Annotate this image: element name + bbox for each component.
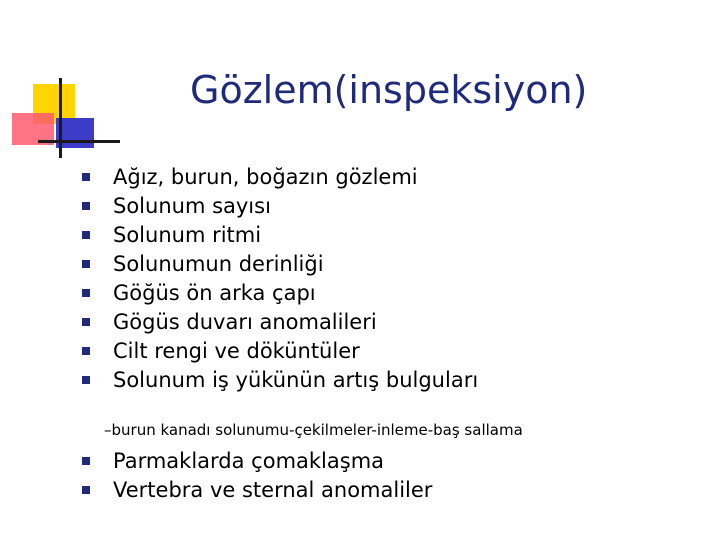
bullet-list (82, 162, 702, 394)
bullet-text: Cilt rengi ve döküntüler (113, 338, 360, 363)
list-item (82, 336, 702, 365)
bullet-square-icon (82, 376, 90, 384)
bullet-text: Ağız, burun, boğazın gözlemi (113, 164, 418, 189)
bullet-square-icon (82, 486, 90, 494)
bullet-square-icon (82, 173, 90, 181)
bullet-square-icon (82, 202, 90, 210)
bullet-list-secondary (82, 446, 702, 504)
sub-note: –burun kanadı solunumu-çekilmeler-inleme-baş sallama (104, 421, 523, 439)
bullet-square-icon (82, 318, 90, 326)
list-item (82, 446, 702, 475)
bullet-text: Gögüs duvarı anomalileri (113, 309, 377, 334)
bullet-square-icon (82, 457, 90, 465)
bullet-square-icon (82, 231, 90, 239)
list-item (82, 278, 702, 307)
bullet-square-icon (82, 260, 90, 268)
bullet-text: Parmaklarda çomaklaşma (113, 448, 385, 473)
bullet-text: Solunumun derinliği (113, 251, 324, 276)
list-item (82, 249, 702, 278)
bullet-text: Solunum iş yükünün artış bulguları (113, 367, 479, 392)
list-item (82, 220, 702, 249)
logo-vertical-line (59, 78, 62, 158)
bullet-text: Solunum sayısı (113, 193, 271, 218)
bullet-text: Vertebra ve sternal anomaliler (113, 477, 433, 502)
slide-title: Gözlem(inspeksiyon) (190, 68, 588, 112)
bullet-square-icon (82, 289, 90, 297)
decorative-logo (0, 0, 120, 170)
bullet-square-icon (82, 347, 90, 355)
logo-horizontal-line (38, 140, 120, 143)
list-item (82, 162, 702, 191)
bullet-text: Solunum ritmi (113, 222, 262, 247)
list-item (82, 307, 702, 336)
list-item (82, 365, 702, 394)
list-item (82, 475, 702, 504)
bullet-text: Göğüs ön arka çapı (113, 280, 316, 305)
list-item (82, 191, 702, 220)
